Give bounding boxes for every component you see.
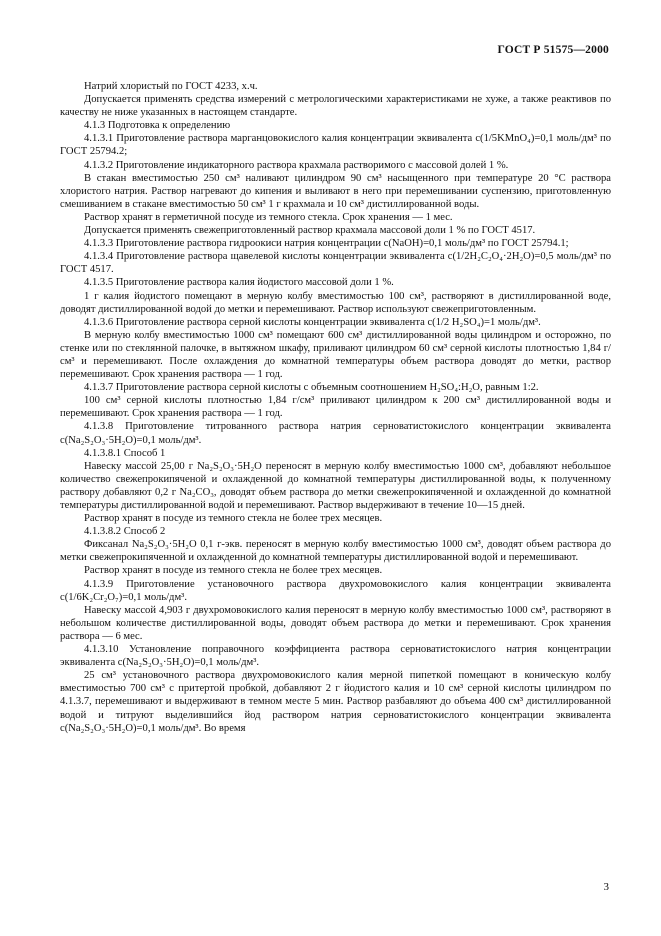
- paragraph: В мерную колбу вместимостью 1000 см³ помещают 600 см³ дистиллированной воды цилиндром и осторожно, по стенке или по стеклянной палочке, в вытяжном шкафу, приливают цилиндром 60 см³ серной кислоты плотностью 1,84 г/см³ и перемешивают. После охлаждения до комнатной температуры объем раствора доводят до метки, раствор перемешивают. Срок хранения раствора — 1 год.: [60, 329, 611, 381]
- paragraph: Навеску массой 25,00 г Na₂S₂O₃·5H₂O переносят в мерную колбу вместимостью 1000 см³, добавляют небольшое количество свежепрокипяченой и охлажденной до комнатной температуры дистиллированной воды, к полученному раствору добавляют 0,2 г Na₂CO₃, доводят объем раствора до метки свежепрокипяченной и охлажденной до комнатной температуры дистиллированной водой и перемешивают. Раствор выдерживают в течение 10—15 дней.: [60, 460, 611, 511]
- paragraph: 4.1.3.9 Приготовление установочного раствора двухромовокислого калия концентрации эквивалента c(1/6K₂Cr₂O₇)=0,1 моль/дм³.: [60, 578, 611, 603]
- paragraph: 4.1.3 Подготовка к определению: [84, 120, 231, 132]
- paragraph: Фиксанал Na₂S₂O₃·5H₂O 0,1 г-экв. переносят в мерную колбу вместимостью 1000 см³, доводят объем раствора до метки свежепрокипяченной и охлажденной до комнатной температуры дистиллированной водой и перемешивают.: [60, 539, 611, 564]
- paragraph: 4.1.3.8 Приготовление титрованного раствора натрия серноватистокислого концентрации эквивалента c(Na₂S₂O₃·5H₂O)=0,1 моль/дм³.: [60, 421, 611, 446]
- paragraph: 4.1.3.2 Приготовление индикаторного раствора крахмала растворимого с массовой долей 1 %.: [84, 159, 509, 171]
- paragraph: 1 г калия йодистого помещают в мерную колбу вместимостью 100 см³, растворяют в дистиллированной воде, доводят дистиллированной водой до метки и перемешивают. Раствор используют свежеприготовленным.: [60, 290, 611, 315]
- paragraph: Допускается применять свежеприготовленный раствор крахмала массовой доли 1 % по ГОСТ 4517.: [84, 225, 536, 237]
- paragraph: 4.1.3.1 Приготовление раствора марганцовокислого калия концентрации эквивалента c(1/5KMnO₄)=0,1 моль/дм³ по ГОСТ 25794.2;: [60, 133, 611, 158]
- paragraph: 25 см³ установочного раствора двухромовокислого калия мерной пипеткой помещают в коническую колбу вместимостью 700 см³ с притертой пробкой, добавляют 2 г йодистого калия и 10 см³ серной кислоты цилиндром по 4.1.3.7, перемешивают и выдерживают в темном месте 5 мин. Раствор разбавляют до объема 400 см³ дистиллированной водой и титруют выделившийся йод раствором натрия серноватистокислого концентрации эквивалента c(Na₂S₂O₃·5H₂O)=0,1 моль/дм³. Во время: [60, 670, 611, 734]
- paragraph: Раствор хранят в посуде из темного стекла не более трех месяцев.: [84, 565, 383, 577]
- page-number: 3: [603, 881, 609, 893]
- document-body: [60, 80, 611, 735]
- paragraph: Натрий хлористый по ГОСТ 4233, х.ч.: [84, 81, 258, 92]
- paragraph: 4.1.3.5 Приготовление раствора калия йодистого массовой доли 1 %.: [84, 277, 394, 289]
- paragraph: 4.1.3.3 Приготовление раствора гидроокиси натрия концентрации c(NaOH)=0,1 моль/дм³ по ГОСТ 25794.1;: [84, 238, 569, 250]
- paragraph: Раствор хранят в герметичной посуде из темного стекла. Срок хранения — 1 мес.: [84, 211, 453, 223]
- paragraph: 4.1.3.8.1 Способ 1: [84, 447, 166, 459]
- paragraph: 100 см³ серной кислоты плотностью 1,84 г/см³ приливают цилиндром к 200 см³ дистиллированной воды и перемешивают. Срок хранения раствора — 1 год.: [60, 395, 611, 420]
- paragraph: В стакан вместимостью 250 см³ наливают цилиндром 90 см³ насыщенного при температуре 20 °С раствора хлористого натрия. Раствор нагревают до кипения и выливают в него при перемешивании суспензию, приготовленную смешиванием в стакане вместимостью 50 см³ 1 г крахмала и 10 см³ дистиллированной воды.: [60, 172, 611, 210]
- paragraph: Допускается применять средства измерений с метрологическими характеристиками не хуже, а также реактивов по качеству не ниже указанных в настоящем стандарте.: [60, 94, 611, 119]
- paragraph: Навеску массой 4,903 г двухромовокислого калия переносят в мерную колбу вместимостью 1000 см³, растворяют в небольшом количестве дистиллированной воды, доводят объем раствора до метки и перемешивают. Срок хранения раствора — 6 мес.: [60, 604, 611, 642]
- paragraph: 4.1.3.8.2 Способ 2: [84, 526, 166, 538]
- document-header: ГОСТ Р 51575—2000: [497, 44, 609, 56]
- paragraph: Раствор хранят в посуде из темного стекла не более трех месяцев.: [84, 513, 383, 525]
- paragraph: 4.1.3.7 Приготовление раствора серной кислоты с объемным соотношением H₂SO₄:H₂O, равным 1:2.: [84, 382, 539, 394]
- paragraph: 4.1.3.10 Установление поправочного коэффициента раствора серноватистокислого натрия концентрации эквивалента c(Na₂S₂O₃·5H₂O)=0,1 моль/дм³.: [60, 644, 611, 669]
- paragraph: 4.1.3.4 Приготовление раствора щавелевой кислоты концентрации эквивалента c(1/2H₂C₂O₄·2H₂O)=0,5 моль/дм³ по ГОСТ 4517.: [60, 251, 611, 276]
- paragraph: 4.1.3.6 Приготовление раствора серной кислоты концентрации эквивалента c(1/2 H₂SO₄)=1 моль/дм³.: [84, 316, 541, 328]
